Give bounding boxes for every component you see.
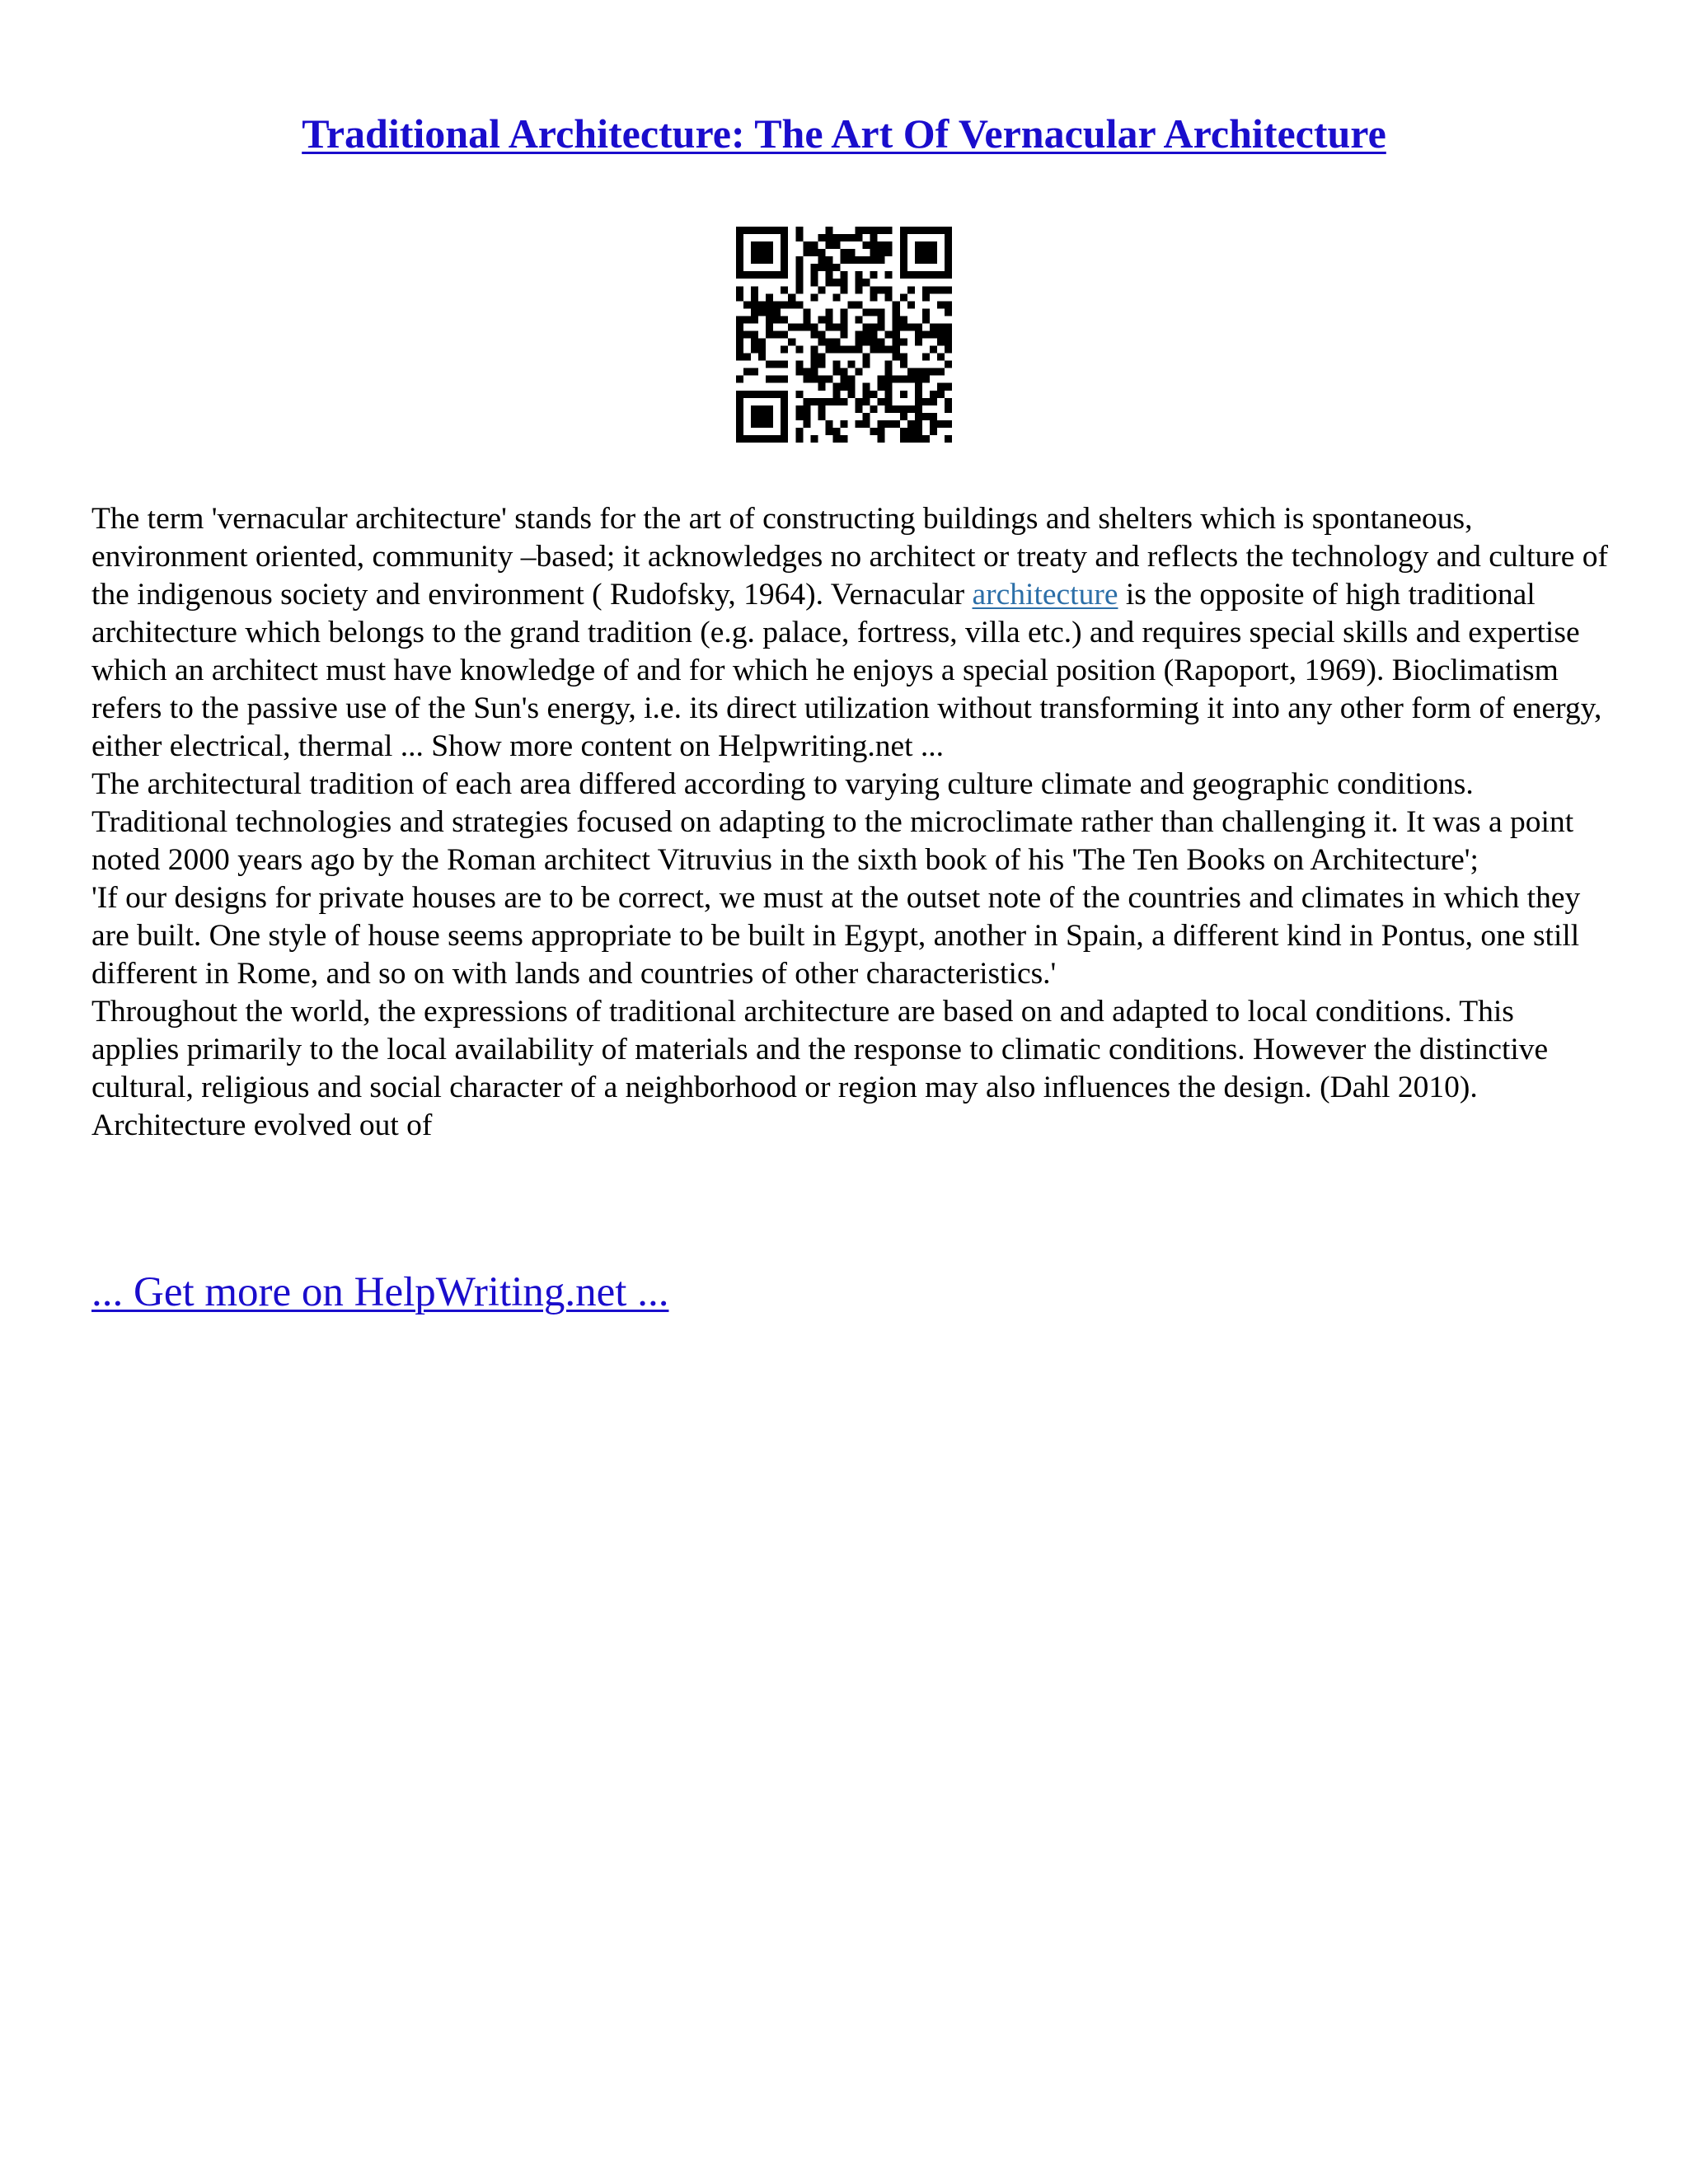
paragraph-3-quote: 'If our designs for private houses are to be correct, we must at the outset note of the countries and climates in which they are built. One style of house seems appropriate to be built in Egypt, another in Spain, a different kind in Pontus, one still different in Rome, and so on with lands and countries of other characteristics.' <box>91 881 1581 991</box>
paragraph-2: The architectural tradition of each area differed according to varying culture climate and geographic conditions. Traditional technologies and strategies focused on adapting to the microclimate rather than challenging it. It was a point noted 2000 years ago by the Roman architect Vitruvius in the sixth book of his 'The Ten Books on Architecture'; <box>91 767 1574 877</box>
paragraph-5: Architecture evolved out of <box>91 1108 433 1142</box>
paragraph-1-text-end: is the opposite of high traditional architecture which belongs to the grand tradition (e.g. palace, fortress, villa etc.) and requires special skills and expertise which an architect must have knowledge of and for which he enjoys a special position (Rapoport, 1969). Bioclimatism refers to the passive use of the Sun's energy, i.e. its direct utilization without transforming it into any other form of energy, either electrical, thermal ... Show more content on Helpwriting.net ... <box>91 578 1602 763</box>
paragraph-1 <box>91 500 1608 766</box>
page-title <box>0 107 1688 160</box>
article-body <box>91 500 1608 1145</box>
paragraph-1-text-start: The term 'vernacular architecture' stands for the art of constructing buildings and shelters which is spontaneous, environment oriented, community –based; it acknowledges no architect or treaty and reflects the technology and culture of the indigenous society and environment ( Rudofsky, 1964). Vernacular <box>91 502 1608 612</box>
architecture-link[interactable]: architecture <box>972 578 1118 612</box>
qr-code-icon <box>736 227 952 443</box>
paragraph-4: Throughout the world, the expressions of traditional architecture are based on and adapted to local conditions. This applies primarily to the local availability of materials and the response to climatic conditions. However the distinctive cultural, religious and social character of a neighborhood or region may also influences the design. (Dahl 2010). <box>91 995 1549 1104</box>
get-more-link[interactable]: ... Get more on HelpWriting.net ... <box>91 1269 669 1315</box>
get-more-link-container <box>91 1267 668 1318</box>
title-link[interactable]: Traditional Architecture: The Art Of Vernacular Architecture <box>302 110 1386 157</box>
